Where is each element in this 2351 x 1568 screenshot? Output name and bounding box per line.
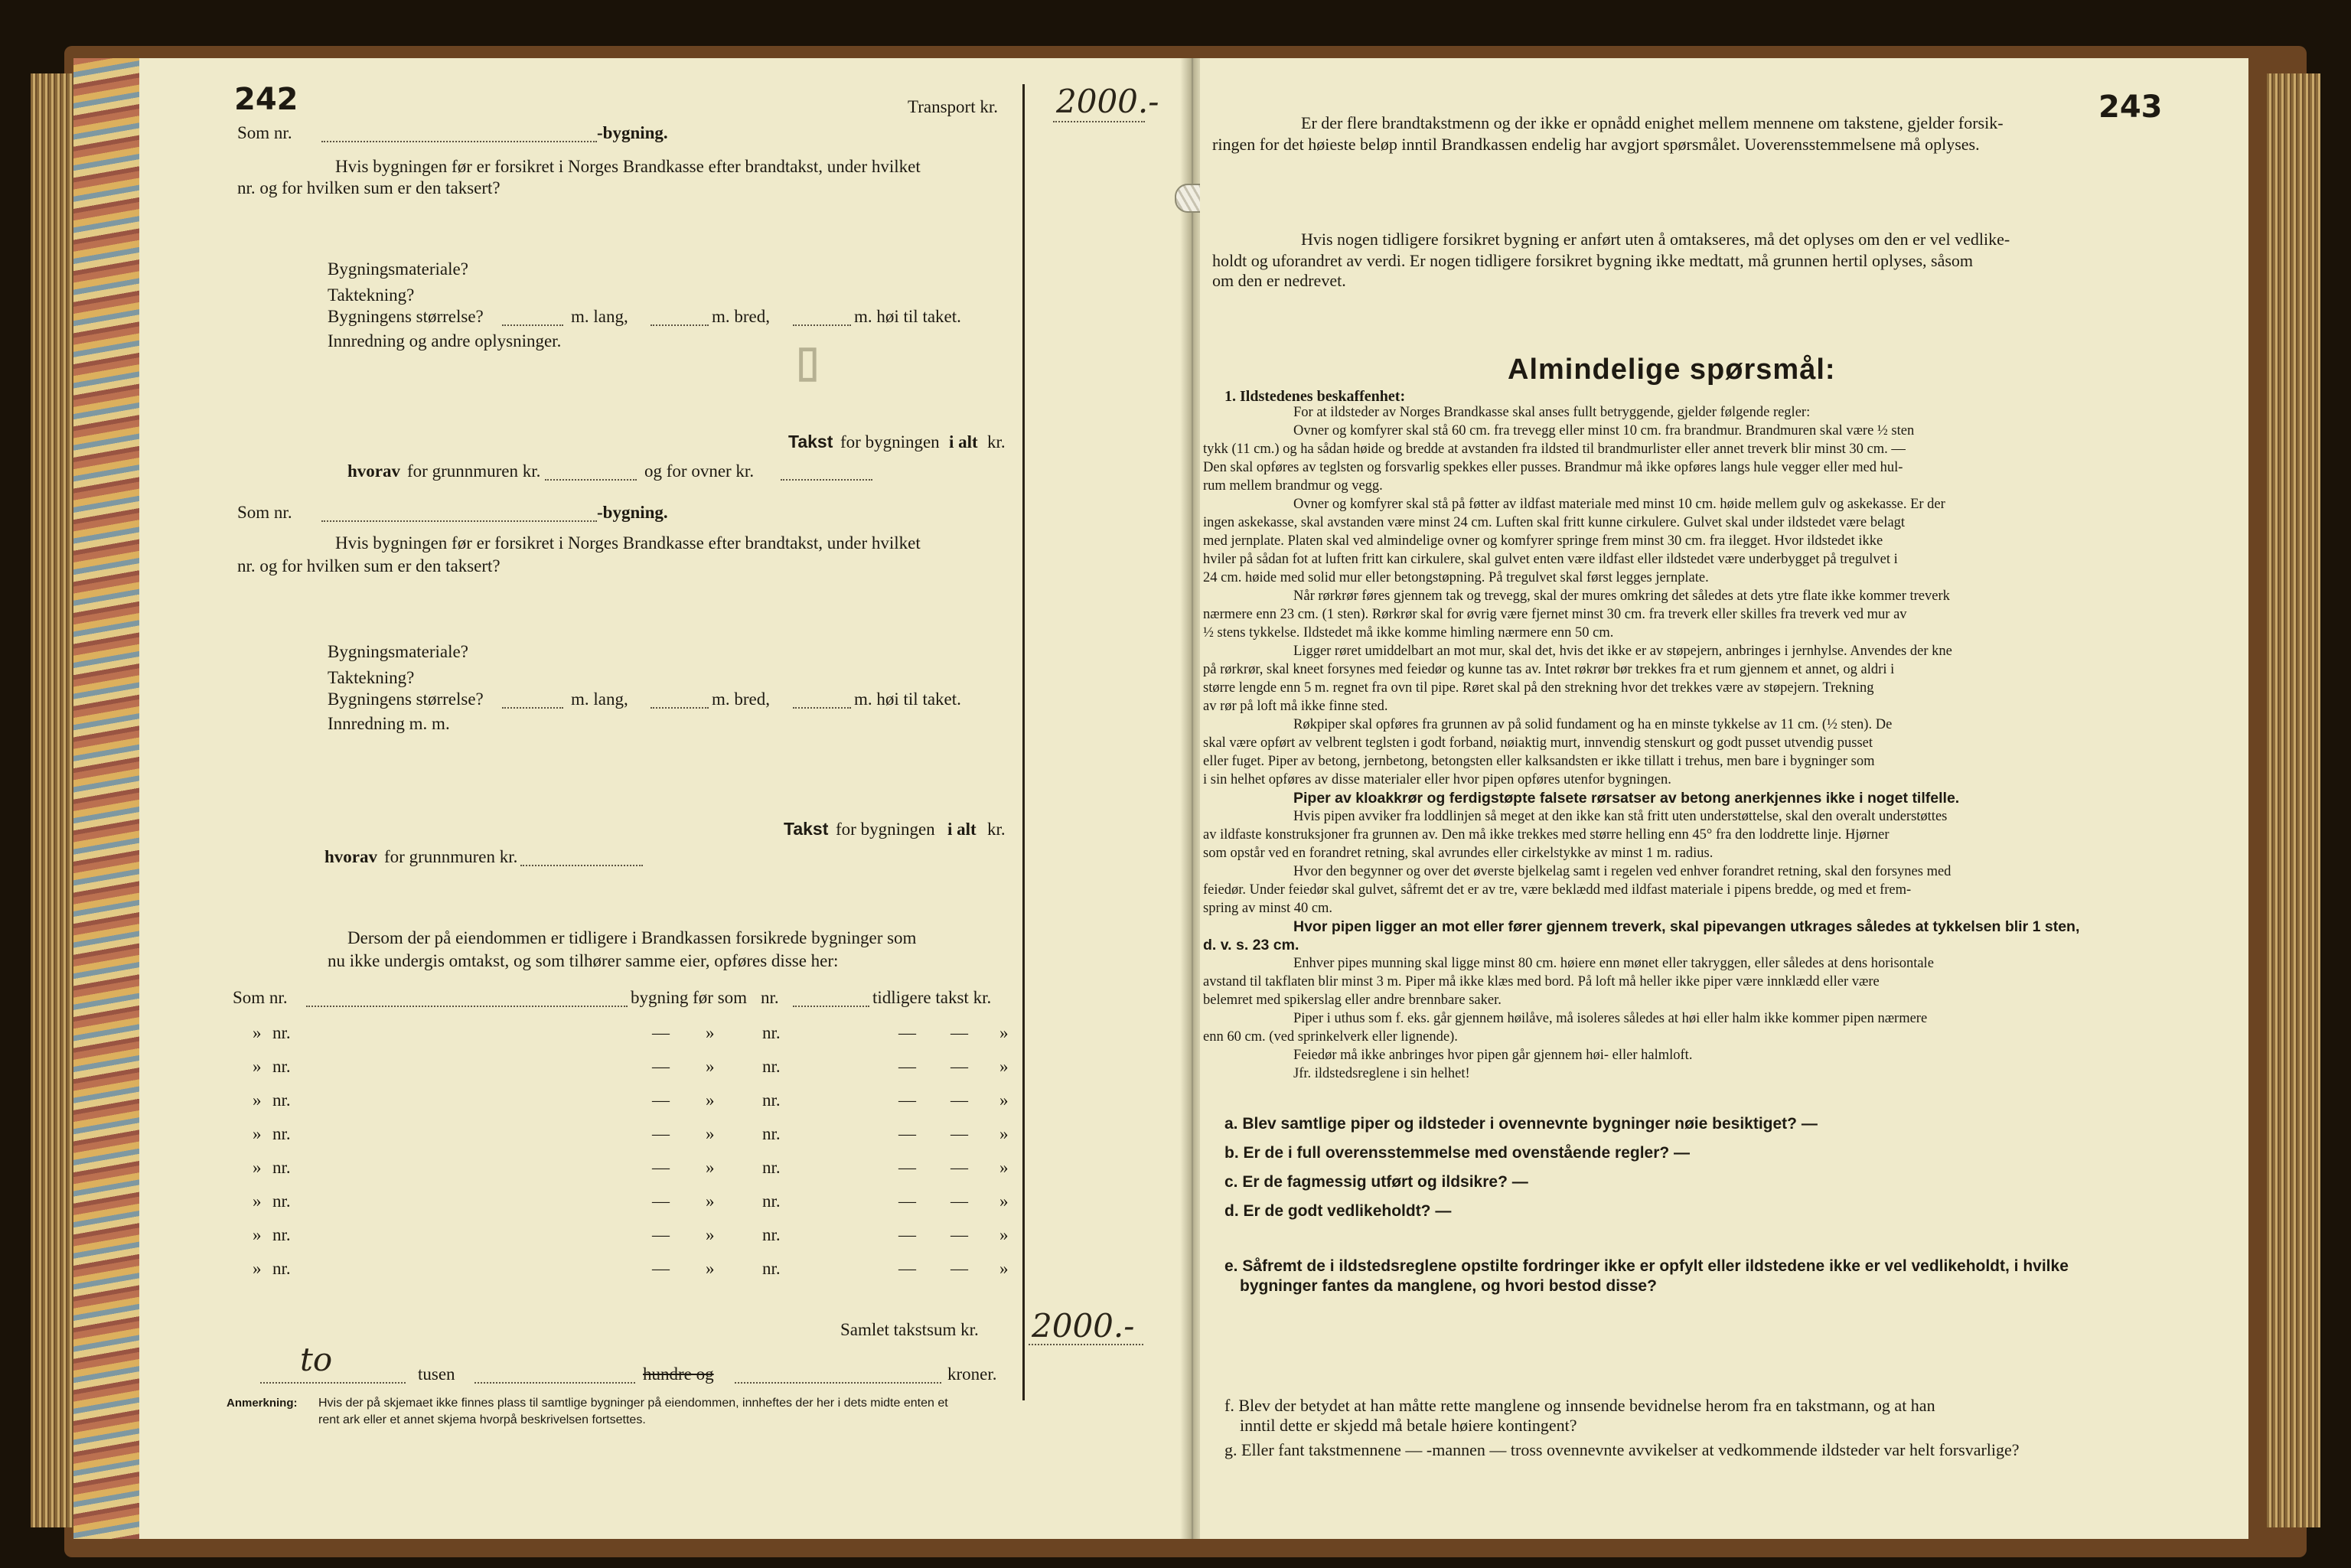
hoi-line-2 [793, 707, 851, 709]
som-nr-label-2: Som nr. [237, 503, 292, 522]
rule-line: som opstår ved en forandret retning, skal avrundes eller cirkelstykke av minst 1 m. radius. [1203, 846, 1714, 861]
row-quote: » [706, 1158, 715, 1177]
bleed-through: ▯ [796, 338, 820, 386]
takst-kr: kr. [987, 432, 1006, 451]
row-quote: » [999, 1158, 1009, 1177]
m-hoi: m. høi til taket. [854, 307, 961, 326]
rule-line: Piper av kloakkrør og ferdigstøpte falsete rørsatser av betong anerkjennes ikke i noget tilfelle. [1293, 790, 1960, 807]
hoi-line [793, 324, 851, 326]
rule-line: Ovner og komfyrer skal stå 60 cm. fra trevegg eller minst 10 cm. fra brandmur. Brandmuren skal være ½ sten [1293, 423, 1915, 438]
row-quote: » [253, 1057, 262, 1076]
taktekning-label: Taktekning? [328, 285, 415, 305]
materiale-label: Bygningsmateriale? [328, 259, 468, 279]
question-e-1: e. Såfremt de i ildstedsreglene opstilte fordringer ikke er opfylt eller ildstedene ikke er vel vedlikeholdt, i hvilke [1224, 1257, 2069, 1275]
row-tidligere: tidligere takst kr. [872, 988, 992, 1007]
row-dash: — [951, 1057, 968, 1076]
bygning-label-2: -bygning. [597, 503, 668, 522]
hundre-line-b [735, 1382, 941, 1384]
forsikret-q2: nr. og for hvilken sum er den taksert? [237, 178, 501, 197]
question-c: c. Er de fagmessig utført og ildsikre? — [1224, 1173, 1528, 1191]
m-bred: m. bred, [712, 307, 771, 326]
rule-line: enn 60 cm. (ved sprinkelverk eller lignende). [1203, 1029, 1458, 1045]
rule-line: 24 cm. høide med solid mur eller betongstøpning. På tregulvet skal først legges jernplate. [1203, 570, 1709, 585]
row-dash: — [652, 1124, 670, 1143]
takst-label: Takst [788, 432, 833, 451]
row-dash: — [652, 1191, 670, 1211]
lang-line [502, 324, 563, 326]
rule-line: avstand til takflaten blir minst 3 m. Piper må ikke klæs med bord. På loft må heller ikke piper være innklædd eller være [1203, 974, 1880, 989]
takst-label-2: Takst [784, 819, 829, 839]
page-number-left: 242 [234, 82, 298, 117]
rule-line: på rørkrør, skal kneet forsynes med feiedør og kunne tas av. Intet røkrør bør trekkes fra et rum gjennem et annet, og aldri i [1203, 662, 1895, 677]
row-quote: » [706, 1191, 715, 1211]
row-dash: — [652, 1158, 670, 1177]
row-dash: — [951, 1191, 968, 1211]
row-nr-short: nr. [762, 1158, 781, 1177]
row-nr-short: nr. [272, 1090, 291, 1110]
section-heading: Almindelige spørsmål: [1508, 354, 1836, 386]
row-dash: — [652, 1259, 670, 1278]
takst-kr-2: kr. [987, 820, 1006, 839]
row-quote: » [706, 1225, 715, 1244]
column-rule [1022, 84, 1025, 1400]
rule-line: eller fuget. Piper av betong, jernbetong, betongsten eller kalksandsten er ikke tillatt i trehus, men bare i bygninger som [1203, 754, 1875, 769]
row-quote: » [999, 1225, 1009, 1244]
row-dash: — [652, 1090, 670, 1110]
row-dash: — [652, 1057, 670, 1076]
rule-line: av ildfaste konstruksjoner fra grunnen av. Den må ikke trekkes med større helling enn 45° fra den loddrette linje. Hjørner [1203, 827, 1890, 843]
row-nr-short: nr. [272, 1259, 291, 1278]
row-quote: » [706, 1057, 715, 1076]
rule-line: større lengde enn 5 m. regnet fra ovn til pipe. Røret skal på den strekning hvor det trekkes være av støpejern. Trekning [1203, 680, 1874, 696]
som-nr-line-2 [321, 520, 597, 522]
hvorav-label-2: hvorav [324, 847, 377, 866]
dersom-line-1: Dersom der på eiendommen er tidligere i Brandkassen forsikrede bygninger som [347, 928, 917, 947]
rule-line: Den skal opføres av teglsten og forsvarlig spekkes eller pusses. Brandmur må ikke opføres langs hule vegger eller med hul- [1203, 460, 1903, 475]
row-nr-short: nr. [762, 1057, 781, 1076]
row-dash: — [898, 1259, 916, 1278]
i-alt-2: i alt [947, 820, 977, 839]
forsikret-q1: Hvis bygningen før er forsikret i Norges Brandkasse efter brandtakst, under hvilket [335, 157, 921, 176]
row-nr-short: nr. [762, 1090, 781, 1110]
samlet-line [1029, 1344, 1143, 1345]
ovner-line [781, 479, 872, 481]
lang-line-2 [502, 707, 563, 709]
taktekning-label-2: Taktekning? [328, 668, 415, 687]
grunnmuren-line [545, 479, 637, 481]
page-number-right: 243 [2098, 90, 2163, 125]
intro-line-4: holdt og uforandret av verdi. Er nogen tidligere forsikret bygning ikke medtatt, må grunnen hertil oplyses, såsom [1212, 251, 1974, 270]
bred-line [651, 324, 709, 326]
row-quote: » [999, 1124, 1009, 1143]
transport-label: Transport kr. [908, 97, 998, 116]
grunnmuren-label-2: for grunnmuren kr. [384, 847, 518, 866]
question-f-1: f. Blev der betydet at han måtte rette manglene og innsende bevidnelse herom fra en takstmann, og at han [1224, 1396, 1935, 1415]
intro-line-3: Hvis nogen tidligere forsikret bygning er anført uten å omtakseres, må det oplyses om den er vel vedlike- [1301, 230, 2010, 249]
innredning-label: Innredning og andre oplysninger. [328, 331, 562, 350]
m-bred-2: m. bred, [712, 689, 771, 709]
kroner-label: kroner. [947, 1364, 997, 1384]
row-dash: — [898, 1158, 916, 1177]
transport-value: 2000.- [1056, 83, 1159, 120]
row-nr-short: nr. [272, 1158, 291, 1177]
tusen-label: tusen [418, 1364, 455, 1384]
row-dash: — [951, 1023, 968, 1042]
section-1-title: 1. Ildstedenes beskaffenhet: [1224, 388, 1406, 405]
transport-line [1053, 121, 1145, 122]
m-lang: m. lang, [571, 307, 628, 326]
rule-line: i sin helhet opføres av disse materialer eller hvor pipen opføres utenfor bygningen. [1203, 772, 1671, 787]
forsikret-q2-2: nr. og for hvilken sum er den taksert? [237, 556, 501, 575]
row-quote: » [706, 1259, 715, 1278]
anmerkning-line-1: Hvis der på skjemaet ikke finnes plass til samtlige bygninger på eiendommen, innheftes der her i dets midte enten et [318, 1397, 948, 1410]
rule-line: spring av minst 40 cm. [1203, 901, 1333, 916]
row-quote: » [253, 1259, 262, 1278]
dersom-line-2: nu ikke undergis omtakst, og som tilhører samme eier, opføres disse her: [328, 951, 839, 970]
row-quote: » [999, 1191, 1009, 1211]
row-quote: » [999, 1090, 1009, 1110]
question-b: b. Er de i full overensstemmelse med ovenstående regler? — [1224, 1144, 1691, 1162]
row-nr-short: nr. [272, 1225, 291, 1244]
rule-line: Hvis pipen avviker fra loddlinjen så meget at den ikke kan stå fritt uten understøttelse, skal den overalt understøttes [1293, 809, 1948, 824]
takst-rest-2: for bygningen [836, 820, 935, 839]
hundre-label: hundre og [643, 1364, 714, 1384]
row-quote: » [253, 1124, 262, 1143]
row-dash: — [652, 1225, 670, 1244]
row-som-nr-line [306, 1006, 628, 1007]
row-nr-short: nr. [762, 1225, 781, 1244]
row-dash: — [898, 1191, 916, 1211]
intro-line-2: ringen for det høieste beløp inntil Brandkassen endelig har avgjort spørsmålet. Uoverensstemmelsene må oplyses. [1212, 135, 1980, 154]
rule-line: ingen askekasse, skal avstanden være minst 24 cm. Luften skal fritt kunne cirkulere. Gulvet skal under ildstedet være belagt [1203, 515, 1906, 530]
row-nr-short: nr. [762, 1191, 781, 1211]
m-hoi-2: m. høi til taket. [854, 689, 961, 709]
innredning-short: Innredning m. m. [328, 714, 450, 733]
grunnmuren-label: for grunnmuren kr. [407, 461, 541, 481]
samlet-label: Samlet takstsum kr. [840, 1320, 979, 1339]
row-dash: — [951, 1259, 968, 1278]
rule-line: Ligger røret umiddelbart an mot mur, skal det, hvis det ikke er av støpejern, anbringes i jernhylse. Anvendes der kne [1293, 644, 1952, 659]
takst-rest: for bygningen [840, 432, 940, 451]
question-f-2: inntil dette er skjedd må betale høiere kontingent? [1240, 1416, 1577, 1435]
question-a: a. Blev samtlige piper og ildsteder i ovennevnte bygninger nøie besiktiget? — [1224, 1115, 1818, 1133]
hundre-line-a [474, 1382, 635, 1384]
row-quote: » [253, 1225, 262, 1244]
row-quote: » [253, 1158, 262, 1177]
rule-line: skal være opført av velbrent teglsten i godt forband, nøiaktig murt, innvendig stenskurt og godt pusset utvendig pusset [1203, 735, 1873, 751]
rule-line: For at ildsteder av Norges Brandkasse skal anses fullt betryggende, gjelder følgende regler: [1293, 405, 1811, 420]
row-nr-short: nr. [762, 1259, 781, 1278]
rule-line: feiedør. Under feiedør skal gulvet, såfremt det er av tre, være beklædd med ildfast materiale i pipens bredde, og med et frem- [1203, 882, 1912, 898]
anmerkning-line-2: rent ark eller et annet skjema hvorpå beskrivelsen fortsettes. [318, 1413, 646, 1426]
rule-line: med jernplate. Platen skal ved almindelige ovner og komfyrer springe frem minst 30 cm. fra ilegget. Hvor ildstedet ikke [1203, 533, 1883, 549]
tusen-value: to [300, 1341, 333, 1378]
rule-line: Ovner og komfyrer skal stå på føtter av ildfast materiale med minst 10 cm. høide mellem gulv og askekasse. Er der [1293, 497, 1945, 512]
row-nr-short: nr. [762, 1023, 781, 1042]
row-quote: » [253, 1090, 262, 1110]
row-nr-short: nr. [272, 1191, 291, 1211]
row-nr-short: nr. [272, 1124, 291, 1143]
row-dash: — [898, 1023, 916, 1042]
m-lang-2: m. lang, [571, 689, 628, 709]
anmerkning-label: Anmerkning: [227, 1397, 298, 1410]
forsikret-q1-2: Hvis bygningen før er forsikret i Norges Brandkasse efter brandtakst, under hvilket [335, 533, 921, 553]
row-dash: — [898, 1090, 916, 1110]
page-edges-right [2267, 73, 2320, 1527]
left-page [73, 58, 1185, 1539]
row-quote: » [253, 1023, 262, 1042]
row-quote: » [999, 1259, 1009, 1278]
row-dash: — [652, 1023, 670, 1042]
intro-line-5: om den er nedrevet. [1212, 271, 1346, 290]
row-bygning: bygning før som [631, 988, 748, 1007]
rule-line: tykk (11 cm.) og ha sådan høide og bredde at avstanden fra ildsted til brandmurlister eller annet treverk blir minst 30 cm. — [1203, 442, 1906, 457]
som-nr-label: Som nr. [237, 123, 292, 142]
som-nr-line [321, 141, 597, 142]
row-quote: » [706, 1090, 715, 1110]
row-dash: — [951, 1158, 968, 1177]
i-alt: i alt [949, 432, 978, 451]
rule-line: ½ stens tykkelse. Ildstedet må ikke komme himling nærmere enn 50 cm. [1203, 625, 1614, 641]
question-e-2: bygninger fantes da manglene, og hvori bestod disse? [1240, 1277, 1657, 1295]
row-quote: » [706, 1124, 715, 1143]
rule-line: Feiedør må ikke anbringes hvor pipen går gjennem høi- eller halmloft. [1293, 1048, 1693, 1063]
row-dash: — [951, 1090, 968, 1110]
row-nr: nr. [761, 988, 779, 1007]
rule-line: d. v. s. 23 cm. [1203, 937, 1299, 954]
row-nr-short: nr. [272, 1057, 291, 1076]
row-quote: » [999, 1057, 1009, 1076]
hvorav-label: hvorav [347, 461, 400, 481]
question-d: d. Er de godt vedlikeholdt? — [1224, 1202, 1452, 1220]
rule-line: Piper i uthus som f. eks. går gjennem høilåve, må isoleres således at høi eller halm ikke kommer pipen nærmere [1293, 1011, 1928, 1026]
rule-line: Hvor pipen ligger an mot eller fører gjennem treverk, skal pipevangen utkrages således at tykkelsen blir 1 sten, [1293, 918, 2080, 935]
row-dash: — [898, 1057, 916, 1076]
rule-line: Når rørkrør føres gjennem tak og trevegg, skal der mures omkring det således at dets ytre flate ikke kommer treverk [1293, 588, 1950, 604]
row-quote: » [999, 1023, 1009, 1042]
intro-line-1: Er der flere brandtakstmenn og der ikke er opnådd enighet mellem mennene om takstene, gjelder forsik- [1301, 113, 2004, 132]
row-dash: — [898, 1225, 916, 1244]
materiale-label-2: Bygningsmateriale? [328, 642, 468, 661]
rule-line: nærmere enn 23 cm. (1 sten). Rørkrør skal for øvrig være fjernet minst 30 cm. fra treverk eller skilles fra treverk ved mur av [1203, 607, 1907, 622]
storrelse-label: Bygningens størrelse? [328, 307, 484, 326]
rule-line: Røkpiper skal opføres fra grunnen av på solid fundament og ha en minste tykkelse av 11 cm. (½ sten). De [1293, 717, 1893, 732]
rule-line: Enhver pipes munning skal ligge minst 80 cm. høiere enn mønet eller takryggen, eller således at dens horisontale [1293, 956, 1934, 971]
ovner-label: og for ovner kr. [644, 461, 755, 481]
row-quote: » [253, 1191, 262, 1211]
grunnmuren-line-2 [520, 865, 643, 866]
row-nr-short: nr. [762, 1124, 781, 1143]
row-dash: — [898, 1124, 916, 1143]
rule-line: rum mellem brandmur og vegg. [1203, 478, 1383, 494]
tusen-line [260, 1382, 406, 1384]
row-nr-short: nr. [272, 1023, 291, 1042]
row-nr-line [793, 1006, 869, 1007]
rule-line: hviler på sådan fot at luften fritt kan cirkulere, skal gulvet enten være ildfast eller ildstedet være underbygget på tregulvet i [1203, 552, 1898, 567]
row-dash: — [951, 1225, 968, 1244]
row-som-nr: Som nr. [233, 988, 288, 1007]
rule-line: Jfr. ildstedsreglene i sin helhet! [1293, 1066, 1470, 1081]
bred-line-2 [651, 707, 709, 709]
rule-line: av rør på loft må ikke finne sted. [1203, 699, 1388, 714]
rule-line: Hvor den begynner og over det øverste bjelkelag samt i regelen ved enhver forandret retning, skal den forsynes med [1293, 864, 1952, 879]
samlet-value: 2000.- [1032, 1307, 1135, 1345]
storrelse-label-2: Bygningens størrelse? [328, 689, 484, 709]
marbled-margin [73, 58, 139, 1539]
row-quote: » [706, 1023, 715, 1042]
question-g: g. Eller fant takstmennene — -mannen — tross ovennevnte avvikelser at vedkommende ildsteder var helt forsvarlige? [1224, 1440, 2020, 1459]
rule-line: belemret med spikerslag eller andre brennbare saker. [1203, 993, 1502, 1008]
row-dash: — [951, 1124, 968, 1143]
bygning-label: -bygning. [597, 123, 668, 142]
